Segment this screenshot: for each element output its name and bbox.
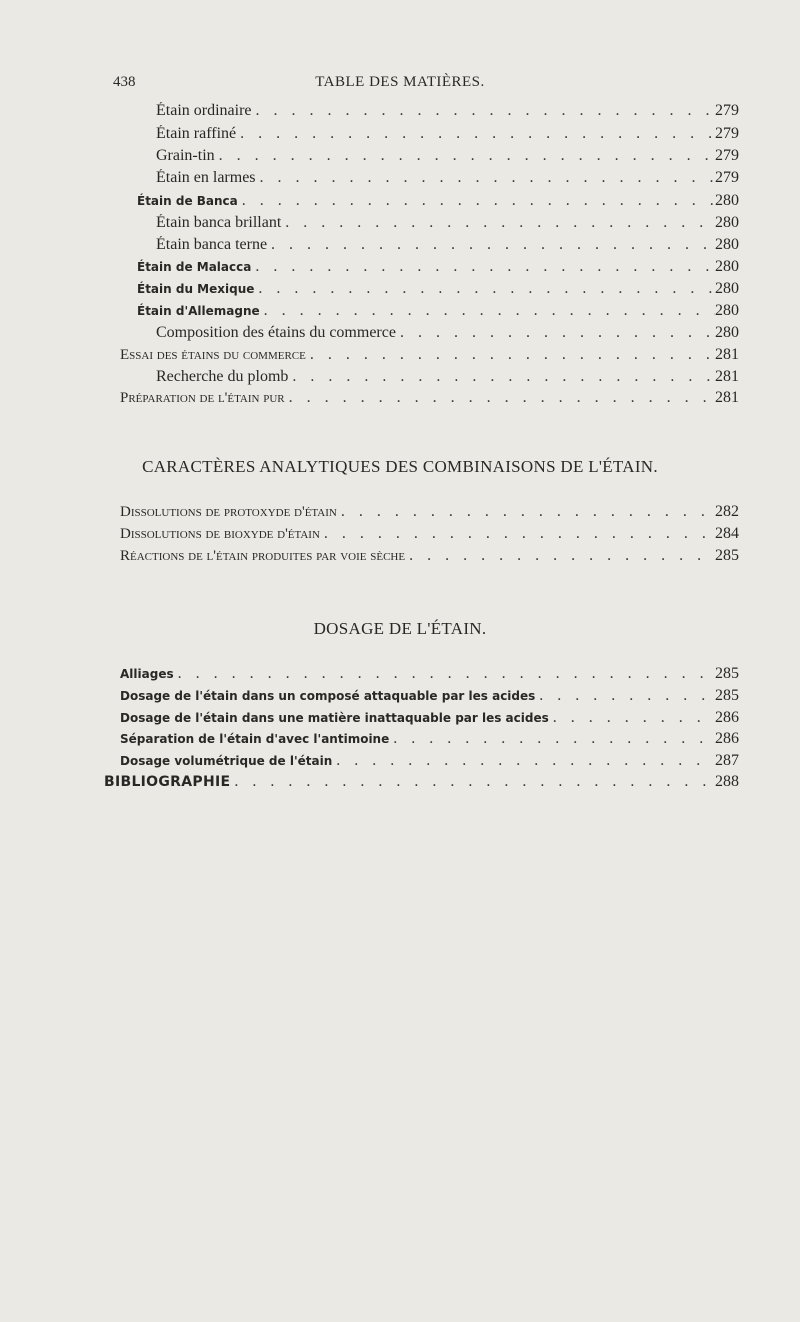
toc-entry-label: Étain ordinaire	[156, 102, 252, 119]
toc-entry-label: Dosage de l'étain dans un composé attaquable par les acides	[120, 689, 536, 703]
dot-leader	[288, 368, 715, 386]
dot-leader	[332, 752, 715, 770]
dot-leader	[252, 102, 715, 120]
toc-entry-page: 279	[715, 169, 739, 186]
toc-entry-label: Dosage de l'étain dans une matière inattaquable par les acides	[120, 711, 549, 725]
dot-leader	[405, 547, 715, 565]
dot-leader	[174, 665, 715, 683]
toc-entry-page: 284	[715, 525, 739, 542]
dot-leader	[251, 258, 715, 276]
dot-leader	[285, 389, 715, 407]
section-heading: DOSAGE DE L'ÉTAIN.	[313, 619, 487, 638]
toc-entry	[156, 125, 739, 147]
toc-entry	[137, 192, 739, 214]
dot-leader	[535, 687, 715, 705]
toc-entry	[137, 302, 739, 324]
toc-entry-label: Composition des étains du commerce	[156, 324, 396, 341]
toc-entry	[156, 147, 739, 169]
toc-entry-page: 279	[715, 147, 739, 164]
toc-entry	[120, 709, 739, 731]
toc-entry-page: 285	[715, 687, 739, 704]
toc-entry	[120, 389, 739, 411]
dot-leader	[267, 236, 715, 254]
toc-entry-page: 280	[715, 324, 739, 341]
dot-leader	[236, 125, 715, 143]
toc-entry-page: 280	[715, 258, 739, 275]
toc-entry-label: Étain de Banca	[137, 194, 238, 208]
toc-entry	[156, 324, 739, 346]
dot-leader	[337, 503, 715, 521]
toc-entry-label: Grain-tin	[156, 147, 215, 164]
toc-entry	[120, 525, 739, 547]
toc-entry	[120, 346, 739, 368]
toc-entry-label: Séparation de l'étain d'avec l'antimoine	[120, 732, 390, 746]
page-header	[0, 74, 800, 98]
toc-entry-page: 286	[715, 730, 739, 747]
toc-entry	[120, 547, 739, 569]
toc-entry	[156, 169, 739, 191]
toc-entry-page: 280	[715, 214, 739, 231]
page-number: 438	[113, 74, 136, 90]
toc-entry-label: Dissolutions de protoxyde d'étain	[120, 504, 337, 520]
toc-entry-page: 281	[715, 389, 739, 406]
toc-entry	[156, 102, 739, 124]
toc-entry-label: Dissolutions de bioxyde d'étain	[120, 526, 320, 542]
toc-entry-label: Étain du Mexique	[137, 282, 255, 296]
toc-entry-label: Préparation de l'étain pur	[120, 390, 285, 406]
toc-entry-label: Essai des étains du commerce	[120, 347, 306, 363]
toc-entry	[120, 687, 739, 709]
toc-entry	[137, 280, 739, 302]
toc-entry-label: BIBLIOGRAPHIE	[104, 774, 231, 790]
toc-entry-page: 285	[715, 547, 739, 564]
toc-entry	[156, 236, 739, 258]
section-heading: CARACTÈRES ANALYTIQUES DES COMBINAISONS DE L'ÉTAIN.	[142, 457, 658, 476]
toc-entry	[120, 752, 739, 774]
toc-entry-label: Étain banca terne	[156, 236, 268, 253]
toc-entry-label: Alliages	[120, 667, 174, 681]
dot-leader	[389, 730, 715, 748]
toc-entry	[156, 368, 739, 390]
dot-leader	[254, 280, 715, 298]
toc-entry-label: Réactions de l'étain produites par voie sèche	[120, 548, 406, 564]
toc-entry-label: Étain raffiné	[156, 125, 237, 142]
toc-entry	[120, 665, 739, 687]
dot-leader	[281, 214, 715, 232]
dot-leader	[306, 346, 715, 364]
toc-entry-page: 287	[715, 752, 739, 769]
toc-entry-label: Dosage volumétrique de l'étain	[120, 754, 333, 768]
dot-leader	[230, 773, 715, 791]
toc-entry-label: Étain d'Allemagne	[137, 304, 260, 318]
toc-entry-label: Recherche du plomb	[156, 368, 289, 385]
dot-leader	[320, 525, 715, 543]
dot-leader	[396, 324, 715, 342]
toc-entry-page: 280	[715, 192, 739, 209]
toc-entry-label: Étain en larmes	[156, 169, 256, 186]
toc-entry-page: 281	[715, 346, 739, 363]
toc-entry-label: Étain de Malacca	[137, 260, 252, 274]
toc-entry-page: 285	[715, 665, 739, 682]
toc-entry-label: Étain banca brillant	[156, 214, 282, 231]
dot-leader	[238, 192, 715, 210]
toc-entry-page: 288	[715, 773, 739, 790]
toc-entry-page: 280	[715, 302, 739, 319]
toc-entry	[104, 773, 739, 795]
toc-entry-page: 286	[715, 709, 739, 726]
toc-entry	[120, 730, 739, 752]
toc-entry-page: 281	[715, 368, 739, 385]
running-title: TABLE DES MATIÈRES.	[315, 74, 485, 90]
toc-entry-page: 280	[715, 280, 739, 297]
dot-leader	[215, 147, 715, 165]
toc-entry-page: 279	[715, 125, 739, 142]
toc-entry-page: 279	[715, 102, 739, 119]
toc-entry-page: 280	[715, 236, 739, 253]
dot-leader	[260, 302, 715, 320]
dot-leader	[549, 709, 715, 727]
toc-entry	[156, 214, 739, 236]
dot-leader	[256, 169, 715, 187]
toc-entry	[137, 258, 739, 280]
toc-entry-page: 282	[715, 503, 739, 520]
toc-entry	[120, 503, 739, 525]
